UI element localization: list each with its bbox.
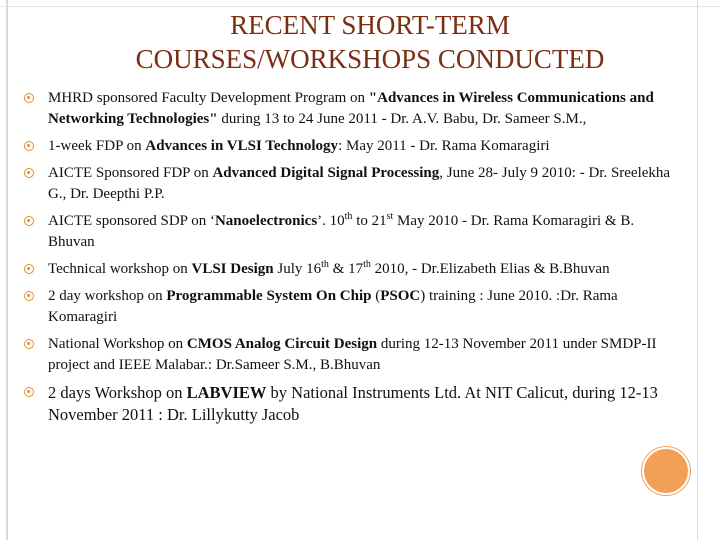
list-item [24, 88, 674, 130]
item-highlight: Nanoelectronics [214, 213, 318, 229]
item-text: 2010, - Dr.Elizabeth Elias & B.Bhuvan [370, 261, 610, 277]
course-list [24, 88, 674, 432]
list-item [24, 382, 674, 426]
item-highlight: Programmable System On Chip [166, 288, 372, 304]
item-text: May 2010 - Dr. Rama Komaragiri & B. Bhuvan [48, 213, 635, 250]
list-item [24, 163, 674, 205]
item-text: AICTE sponsored SDP on ‘ [48, 213, 215, 229]
item-highlight: LABVIEW [186, 383, 267, 402]
item-superscript: th [363, 259, 371, 270]
item-text: Technical workshop on [48, 261, 192, 277]
item-superscript: st [386, 211, 394, 222]
item-text: & 17 [328, 261, 364, 277]
list-item [24, 211, 674, 253]
item-text: , June 28- July 9 2010: - Dr. Sreelekha G., Dr. Deepthi P.P. [48, 165, 671, 202]
title-line-2: COURSES/WORKSHOPS CONDUCTED [135, 44, 605, 74]
item-text: MHRD sponsored Faculty Development Program on [48, 90, 369, 106]
item-text: : May 2011 - Dr. Rama Komaragiri [338, 138, 550, 154]
item-highlight: PSOC [380, 288, 421, 304]
item-highlight: VLSI Design [191, 261, 274, 277]
list-item [24, 286, 674, 328]
bullet-icon [24, 339, 34, 349]
item-text: 2 days Workshop on [48, 383, 187, 402]
frame-right-line [697, 0, 698, 540]
item-text: during 12-13 November 2011 under SMDP-II project and IEEE Malabar.: Dr.Sameer S.M., B.Bhuvan [48, 336, 657, 373]
item-text: ) training : June 2010. :Dr. Rama Komaragiri [48, 288, 618, 325]
bullet-icon [24, 387, 34, 397]
item-text: AICTE Sponsored FDP on [48, 165, 213, 181]
item-highlight: "Advances in Wireless Communications and Networking Technologies" [48, 90, 654, 127]
item-text: July 16 [273, 261, 322, 277]
item-superscript: th [344, 211, 353, 222]
item-highlight: CMOS Analog Circuit Design [186, 336, 378, 352]
item-text: ( [371, 288, 381, 304]
bullet-icon [24, 291, 34, 301]
slide-title [60, 8, 680, 76]
item-text: 2 day workshop on [48, 288, 167, 304]
bullet-icon [24, 168, 34, 178]
list-item [24, 136, 674, 157]
list-item [24, 259, 674, 280]
item-superscript: th [321, 259, 329, 270]
item-highlight: Advances in VLSI Technology [145, 138, 339, 154]
frame-top-line [0, 6, 720, 7]
bullet-icon [24, 216, 34, 226]
item-text: ’. 10 [317, 213, 345, 229]
item-highlight: Advanced Digital Signal Processing [212, 165, 440, 181]
bullet-icon [24, 141, 34, 151]
item-text: 1-week FDP on [48, 138, 146, 154]
item-text: during 13 to 24 June 2011 - Dr. A.V. Babu, Dr. Sameer S.M., [217, 111, 587, 127]
bullet-icon [24, 264, 34, 274]
frame-left-line [6, 0, 8, 540]
item-text: National Workshop on [48, 336, 187, 352]
item-text: by National Instruments Ltd. At NIT Calicut, during 12-13 November 2011 : Dr. Lillykutty Jacob [48, 383, 658, 424]
item-text: to 21 [352, 213, 387, 229]
list-item [24, 334, 674, 376]
title-line-1: RECENT SHORT-TERM [230, 10, 510, 40]
decorative-orange-circle [642, 447, 690, 495]
bullet-icon [24, 93, 34, 103]
